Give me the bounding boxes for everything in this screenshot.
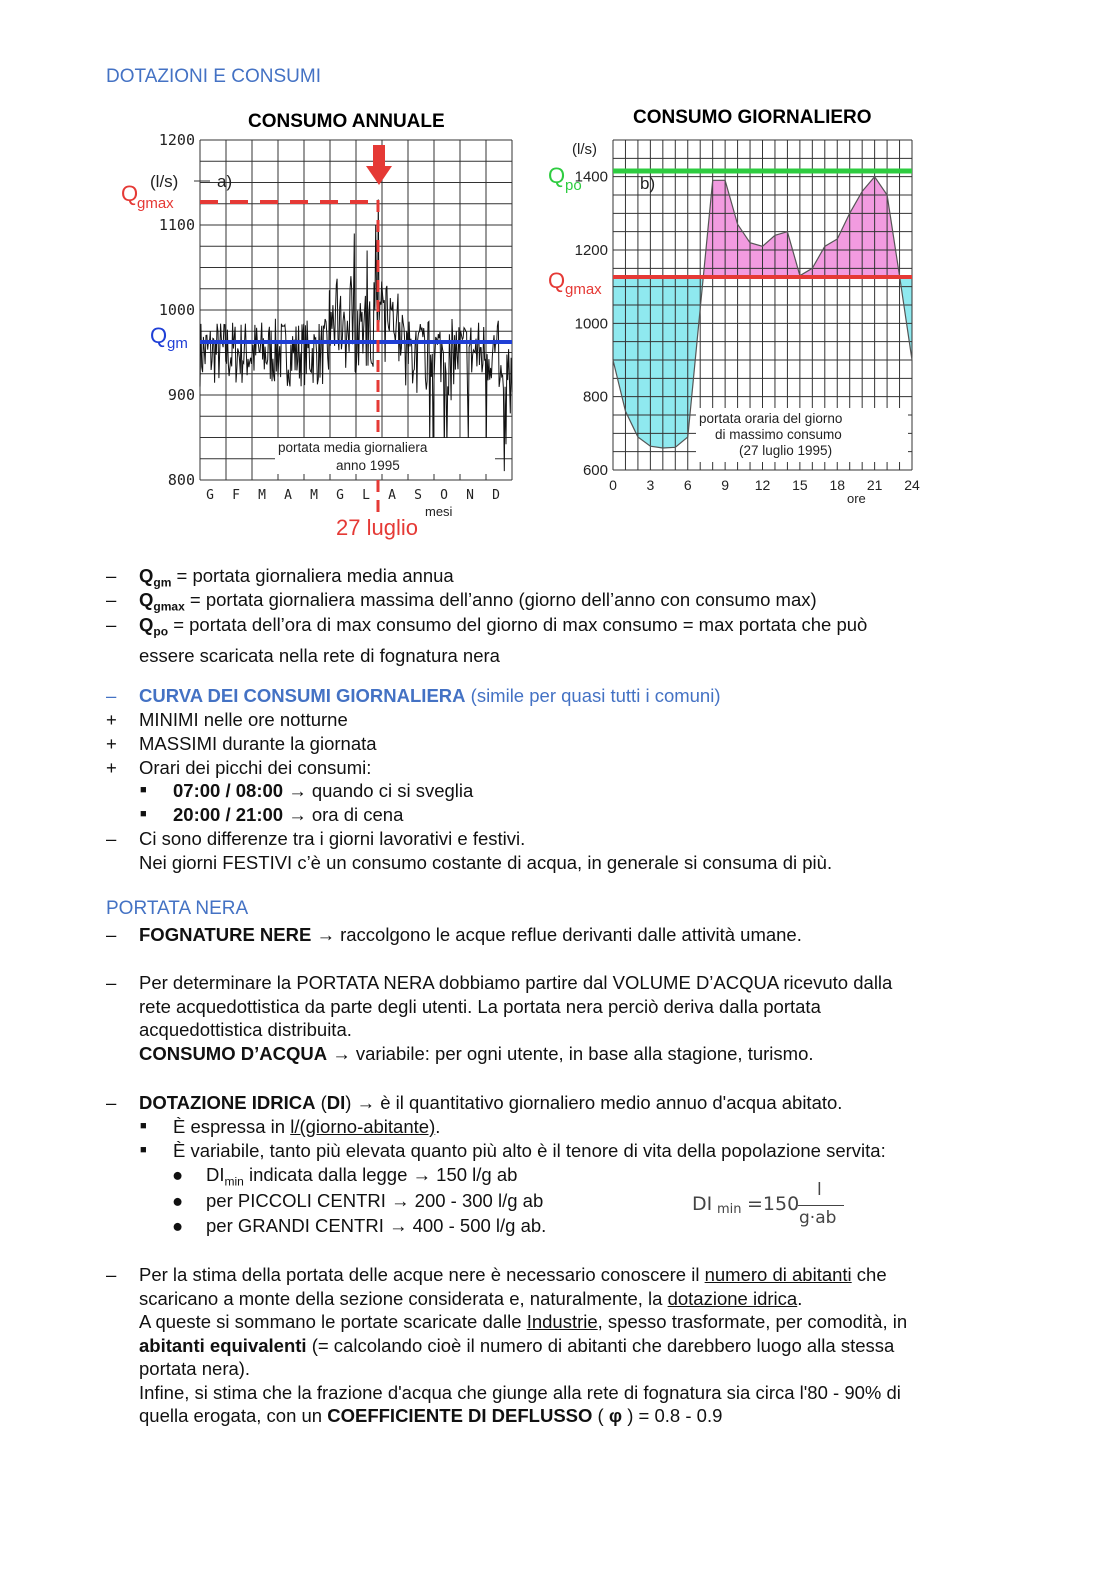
daily-panel-label: b)	[640, 174, 656, 193]
grandi-centri: ● per GRANDI CENTRI → 400 - 500 l/g ab.	[172, 1215, 547, 1236]
annual-x-tick: F	[232, 488, 240, 503]
svg-text:gmax: gmax	[565, 281, 602, 298]
annual-y-tick: 1200	[158, 131, 195, 149]
annual-x-tick: D	[492, 488, 500, 503]
curve-differenze: – Ci sono differenze tra i giorni lavorativi e festivi. Nei giorni FESTIVI c’è un consumo costante di acqua, in generale si consuma di più.	[106, 828, 833, 873]
annual-unit-label: (l/s)	[150, 172, 179, 191]
annual-x-tick: O	[440, 488, 448, 503]
daily-x-tick: 9	[721, 477, 730, 493]
annual-caption-1: portata media giornaliera	[278, 440, 428, 455]
annual-x-tick: L	[362, 488, 370, 503]
svg-text:Q: Q	[548, 268, 566, 293]
curve-massimi: + MASSIMI durante la giornata	[106, 733, 377, 754]
def-qpo: – $Q_{po}$ = portata dell’ora di max consumo del giorno di max consumo = max portata che può essere scaricata nella rete di fognatura nera	[106, 614, 868, 667]
dotazione-variabile: ■ È variabile, tanto più elevata quanto più alto è il tenore di vita della popolazione servita:	[140, 1140, 886, 1161]
svg-text:po: po	[565, 177, 582, 194]
daily-caption-1: portata oraria del giorno	[699, 411, 843, 426]
daily-x-tick: 12	[754, 477, 771, 493]
fognature-nere: – FOGNATURE NERE → raccolgono le acque reflue derivanti dalle attività umane.	[106, 924, 802, 945]
portata-nera-paragraph: – Per determinare la PORTATA NERA dobbiamo partire dal VOLUME D’ACQUA ricevuto dalla rete acquedottistica da parte degli utenti. La portata nera perciò deriva dalla portata acquedottistica distribuita. CONSUMO D’ACQUA → variabile: per ogni utente, in base alla stagione, turismo.	[106, 972, 893, 1064]
daily-x-tick: 0	[609, 477, 617, 493]
annual-chart-title: CONSUMO ANNUALE	[248, 111, 445, 132]
daily-y-tick: 1000	[574, 315, 608, 333]
annual-consumption-chart	[110, 128, 530, 548]
peak-arrow-icon	[366, 145, 392, 185]
daily-y-tick: 1200	[574, 242, 608, 259]
annual-x-tick: A	[284, 488, 292, 503]
daily-qgmax-label	[548, 268, 602, 298]
curve-orari: + Orari dei picchi dei consumi:	[106, 757, 372, 778]
qgm-label	[150, 323, 188, 352]
daily-x-tick: 3	[646, 477, 655, 493]
daily-y-tick: 800	[582, 388, 608, 406]
annual-x-tick: M	[258, 488, 266, 503]
daily-caption-2: di massimo consumo	[715, 427, 842, 442]
daily-x-tick: 15	[792, 477, 808, 493]
annual-grid	[200, 140, 512, 480]
svg-text:gmax: gmax	[137, 195, 174, 212]
daily-y-tick: 1400	[574, 168, 608, 186]
annual-y-tick: 800	[167, 471, 195, 489]
annual-x-label: mesi	[425, 504, 453, 519]
annual-x-tick: G	[206, 488, 214, 503]
daily-x-tick: 24	[904, 477, 920, 493]
curve-minimi: + MINIMI nelle ore notturne	[106, 709, 348, 730]
annual-caption-2: anno 1995	[336, 458, 400, 473]
annual-x-tick: A	[388, 488, 396, 503]
svg-text:Q: Q	[548, 163, 566, 188]
peak-morning: ■ 07:00 / 08:00 → quando ci si sveglia	[140, 780, 474, 801]
def-qgm: – $Q_{gm}$ = portata giornaliera media annua	[106, 565, 454, 590]
annual-x-tick: G	[336, 488, 344, 503]
daily-chart-title: CONSUMO GIORNALIERO	[633, 107, 872, 128]
stima-portata-paragraph: – Per la stima della portata delle acque nere è necessario conoscere il numero di abitanti che scaricano a monte della sezione considerata e, naturalmente, la dotazione idrica. A queste si sommano le portate scaricate dalle Industrie, spesso trasformate, per comodità, in abitanti equivalenti (= calcolando cioè il numero di abitanti che darebbero luogo alla stessa portata nera). Infine, si stima che la frazione d'acqua che giunge alla rete di fognatura sia circa l'80 - 90% di quella erogata, con un COEFFICIENTE DI DEFLUSSO ( φ ) = 0.8 - 0.9	[106, 1264, 908, 1426]
peak-evening: ■ 20:00 / 21:00 → ora di cena	[140, 804, 404, 825]
qpo-label	[548, 163, 582, 194]
daily-consumption-chart	[540, 128, 930, 518]
svg-text:Q: Q	[150, 323, 168, 348]
annual-x-tick: S	[414, 488, 422, 503]
daily-x-tick: 18	[829, 477, 846, 493]
svg-text:gm: gm	[167, 335, 188, 352]
annual-x-tick: M	[310, 488, 318, 503]
annual-y-tick: 1100	[158, 216, 195, 234]
july27-label: 27 luglio	[336, 515, 418, 540]
dimin-formula: DI min =150 l g·ab	[692, 1180, 862, 1232]
daily-x-tick: 6	[683, 477, 692, 493]
dotazione-unit: ■ È espressa in l/(giorno-abitante).	[140, 1116, 441, 1137]
section-heading-portata-nera: PORTATA NERA	[106, 898, 249, 919]
daily-y-tick: 600	[582, 462, 608, 479]
daily-x-label: ore	[847, 491, 866, 506]
daily-unit-label: (l/s)	[572, 141, 597, 158]
dimin-legge: ● $DI_{min}$ indicata dalla legge → 150 l/g ab	[172, 1164, 518, 1189]
svg-text:Q: Q	[121, 181, 139, 206]
def-qgmax: – $Q_{gmax}$ = portata giornaliera massima dell’anno (giorno dell’anno con consumo max)	[106, 589, 817, 614]
annual-y-tick: 900	[167, 386, 195, 404]
annual-x-tick: N	[466, 488, 474, 503]
piccoli-centri: ● per PICCOLI CENTRI → 200 - 300 l/g ab	[172, 1190, 544, 1211]
curve-heading: – CURVA DEI CONSUMI GIORNALIERA (simile per quasi tutti i comuni)	[106, 685, 721, 706]
daily-caption-3: (27 luglio 1995)	[739, 443, 833, 458]
daily-x-tick: 21	[866, 477, 883, 493]
annual-panel-label: a)	[217, 172, 233, 191]
annual-y-tick: 1000	[158, 301, 195, 319]
section-heading-dotazioni: DOTAZIONI E CONSUMI	[106, 66, 321, 87]
dotazione-idrica: – DOTAZIONE IDRICA (DI) → è il quantitativo giornaliero medio annuo d'acqua abitato.	[106, 1092, 843, 1113]
